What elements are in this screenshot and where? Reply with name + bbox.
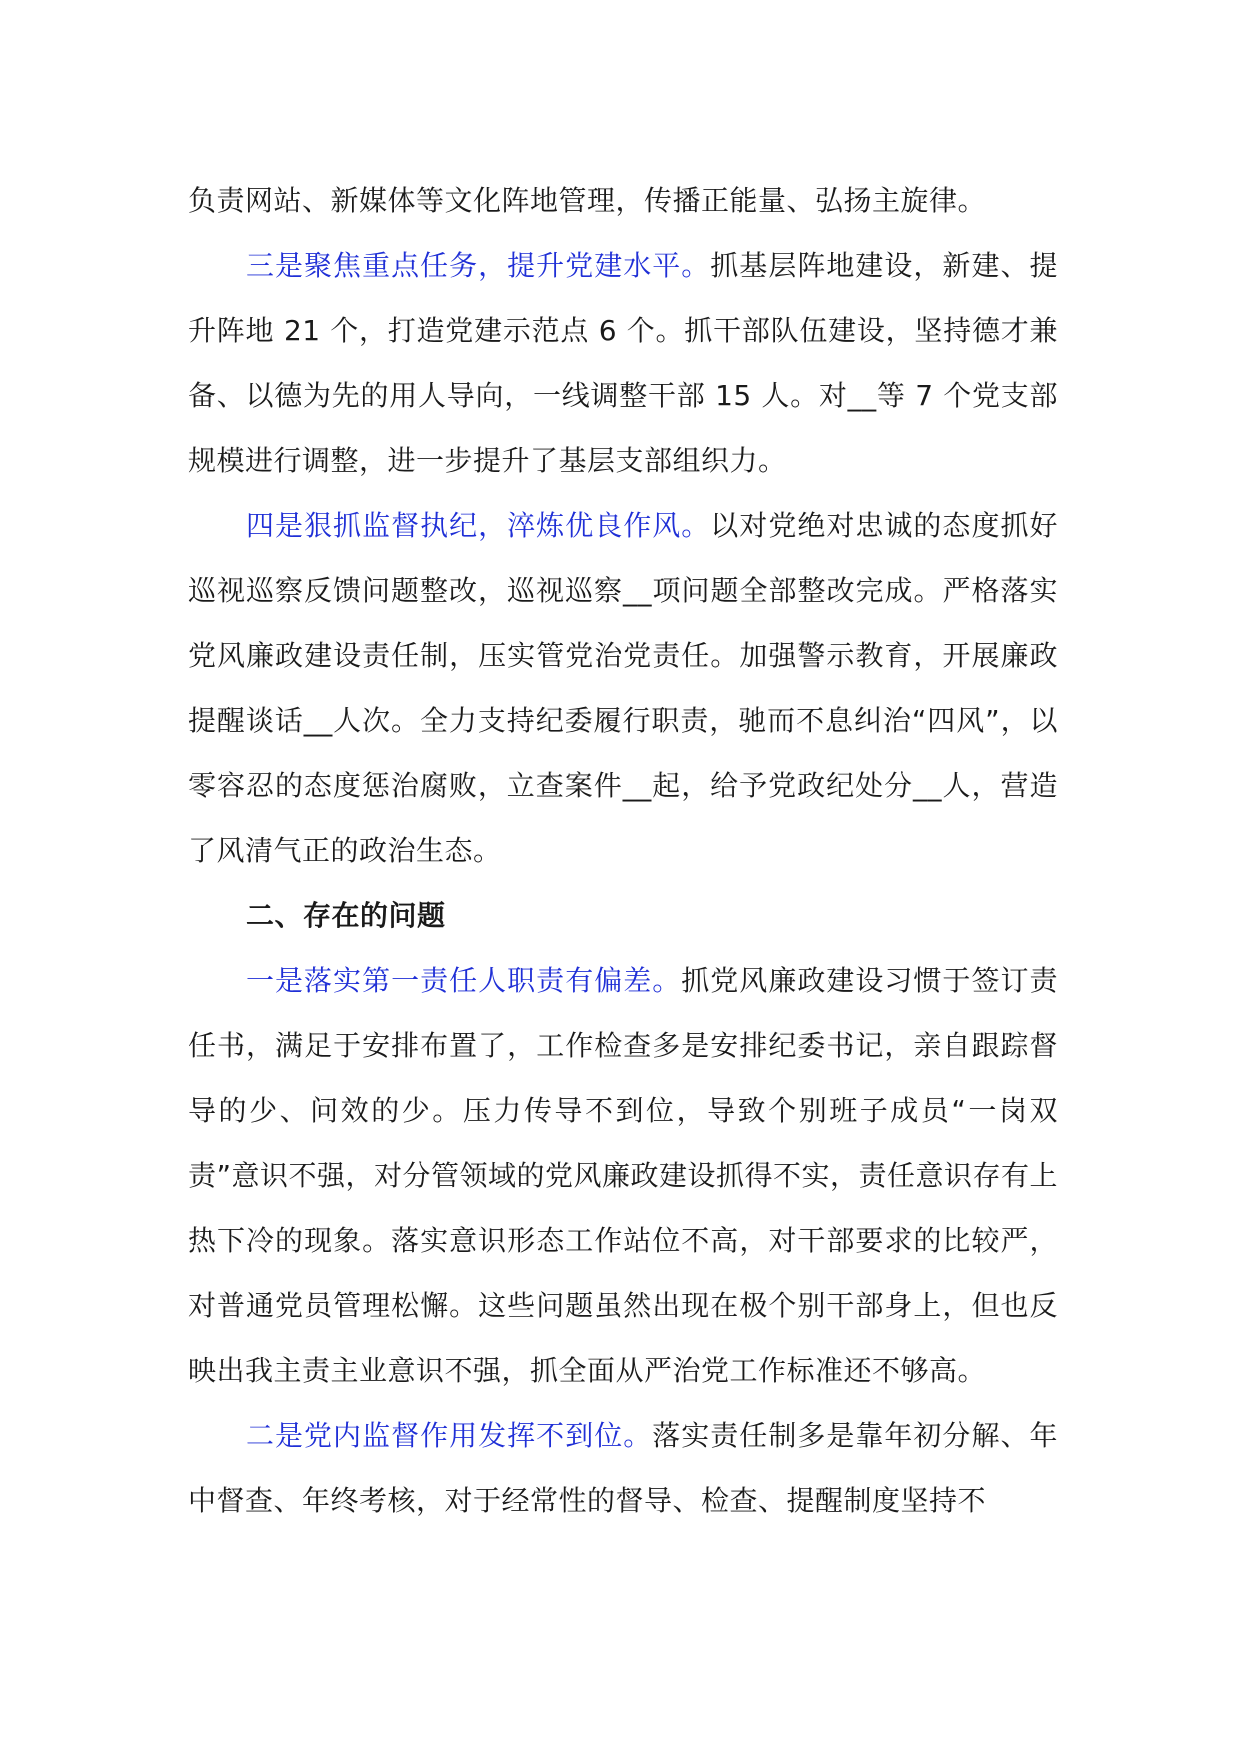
- paragraph-point-four: [188, 493, 1058, 883]
- paragraph-text: 负责网站、新媒体等文化阵地管理，传播正能量、弘扬主旋律。: [188, 184, 987, 217]
- paragraph-lead: 一是落实第一责任人职责有偏差。: [246, 964, 682, 997]
- paragraph-point-three: [188, 233, 1058, 493]
- paragraph-lead: 三是聚焦重点任务，提升党建水平。: [246, 249, 711, 282]
- paragraph-text: 抓党风廉政建设习惯于签订责任书，满足于安排布置了，工作检查多是安排纪委书记，亲自跟踪督导的少、问效的少。压力传导不到位，导致个别班子成员“一岗双责”意识不强，对分管领域的党风廉政建设抓得不实，责任意识存有上热下冷的现象。落实意识形态工作站位不高，对干部要求的比较严，对普通党员管理松懈。这些问题虽然出现在极个别干部身上，但也反映出我主责主业意识不强，抓全面从严治党工作标准还不够高。: [188, 964, 1059, 1387]
- paragraph-text: 落实责任制多是靠年初分解、年中督查、年终考核，对于经常性的督导、检查、提醒制度坚持不: [188, 1419, 1058, 1517]
- paragraph-problem-two: [188, 1403, 1058, 1533]
- paragraph-lead: 二是党内监督作用发挥不到位。: [246, 1419, 653, 1452]
- document-page: [188, 168, 1058, 1533]
- section-heading: 二、存在的问题: [246, 899, 446, 932]
- paragraph-text: 抓基层阵地建设，新建、提升阵地 21 个，打造党建示范点 6 个。抓干部队伍建设，坚持德才兼备、以德为先的用人导向，一线调整干部 15 人。对__等 7 个党支部规模进行调整，进一步提升了基层支部组织力。: [188, 249, 1058, 477]
- paragraph-text: 以对党绝对忠诚的态度抓好巡视巡察反馈问题整改，巡视巡察__项问题全部整改完成。严格落实党风廉政建设责任制，压实管党治党责任。加强警示教育，开展廉政提醒谈话__人次。全力支持纪委履行职责，驰而不息纠治“四风”，以零容忍的态度惩治腐败，立查案件__起，给予党政纪处分__人，营造了风清气正的政治生态。: [188, 509, 1058, 867]
- paragraph-problem-one: [188, 948, 1058, 1403]
- paragraph-lead: 四是狠抓监督执纪，淬炼优良作风。: [246, 509, 711, 542]
- paragraph-continuation: [188, 168, 1058, 233]
